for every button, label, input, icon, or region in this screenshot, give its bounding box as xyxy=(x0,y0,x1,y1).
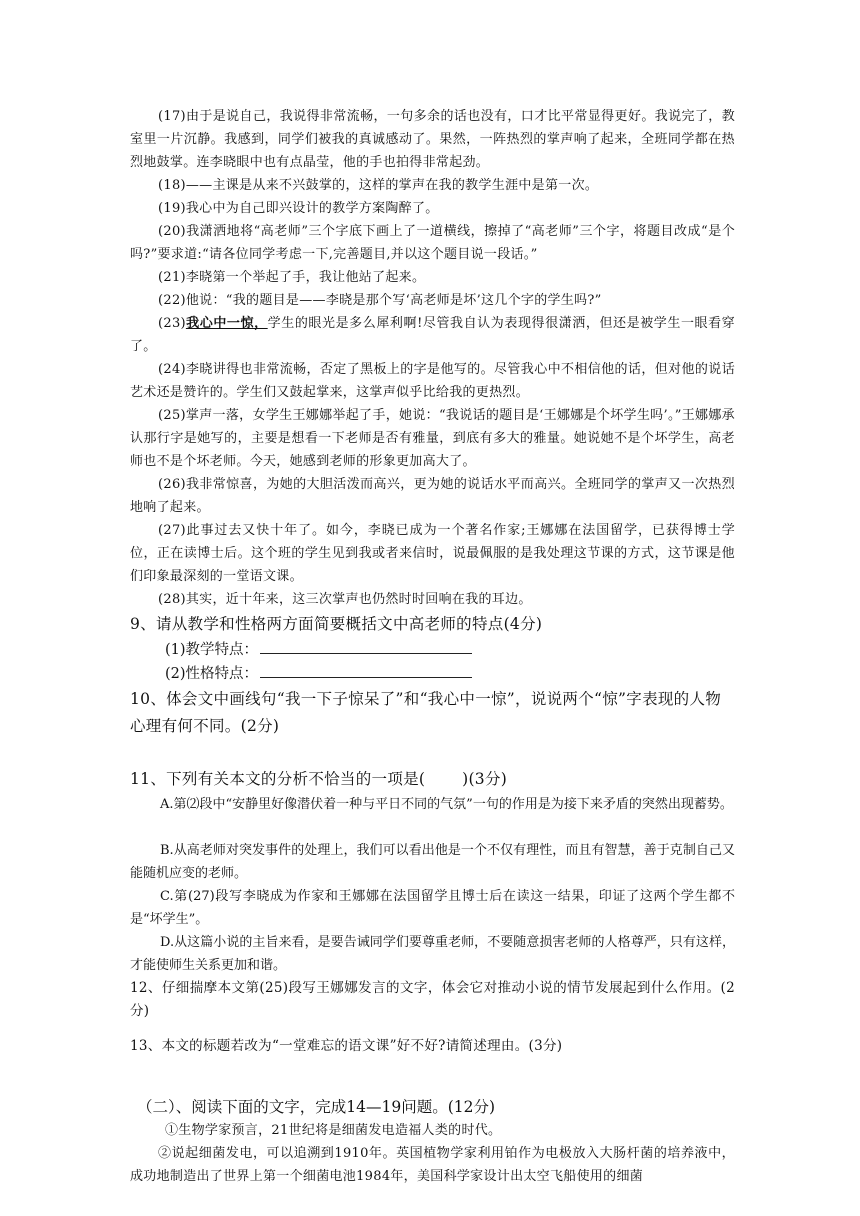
question-9-part-2 xyxy=(165,662,472,685)
question-10: 10、体会文中画线句“我一下子惊呆了”和“我心中一惊”，说说两个“惊”字表现的人物心理有何不同。(2分) xyxy=(130,690,722,735)
question-13: 13、本文的标题若改为“一堂难忘的语文课”好不好?请简述理由。(3分) xyxy=(130,1038,563,1054)
answer-blank-2[interactable] xyxy=(260,662,472,678)
underlined-sentence: 我心中一惊， xyxy=(185,316,268,331)
paragraph-17: (17)由于是说自己，我说得非常流畅，一句多余的话也没有，口才比平常显得更好。我说完了，教室里一片沉静。我感到，同学们被我的真诚感动了。果然，一阵热烈的掌声响了起来，全班同学都在热烈地鼓掌。连李晓眼中也有点晶莹，他的手也拍得非常起劲。 xyxy=(130,109,735,170)
paragraph-24: (24)李晓讲得也非常流畅，否定了黑板上的字是他写的。尽管我心中不相信他的话，但对他的说话艺术还是赞许的。学生们又鼓起掌来，这掌声似乎比给我的更热烈。 xyxy=(130,362,735,400)
question-9-part-1-label: (1)教学特点： xyxy=(165,642,259,658)
question-9-part-1 xyxy=(165,638,472,661)
question-11: 11、下列有关本文的分析不恰当的一项是( )(3分) xyxy=(130,770,508,788)
paragraph-23-number: (23) xyxy=(158,316,186,331)
paragraph-23 xyxy=(130,312,735,358)
answer-blank-1[interactable] xyxy=(260,638,472,654)
paragraph-28: (28)其实，近十年来，这三次掌声也仍然时时回响在我的耳边。 xyxy=(158,592,532,607)
question-9-part-2-label: (2)性格特点： xyxy=(165,666,259,682)
paragraph-21: (21)李晓第一个举起了手，我让他站了起来。 xyxy=(158,270,426,285)
question-11-option-d: D.从这篇小说的主旨来看，是要告诫同学们要尊重老师，不要随意损害老师的人格尊严，只有这样，才能使师生关系更加和谐。 xyxy=(130,935,735,973)
question-11-option-c: C.第(27)段写李晓成为作家和王娜娜在法国留学且博士后在读这一结果，印证了这两个学生都不是“坏学生”。 xyxy=(130,889,735,927)
paragraph-19: (19)我心中为自己即兴设计的教学方案陶醉了。 xyxy=(158,201,439,216)
paragraph-27: (27)此事过去又快十年了。如今，李晓已成为一个著名作家;王娜娜在法国留学，已获得博士学位，正在读博士后。这个班的学生见到我或者来信时，说最佩服的是我处理这节课的方式，这节课是他们印象最深刻的一堂语文课。 xyxy=(130,523,735,584)
section-2-heading: （二）、阅读下面的文字，完成14—19问题。(12分) xyxy=(137,1098,496,1116)
paragraph-20: (20)我潇洒地将“高老师”三个字底下画上了一道横线，擦掉了“高老师”三个字，将题目改成“是个吗?”要求道:“请各位同学考虑一下,完善题目,并以这个题目说一段话。” xyxy=(130,224,735,262)
section-2-paragraph-2: ②说起细菌发电，可以追溯到1910年。英国植物学家利用铂作为电极放入大肠杆菌的培养液中，成功地制造出了世界上第一个细菌电池1984年，美国科学家设计出太空飞船使用的细菌 xyxy=(130,1146,735,1184)
question-12: 12、仔细揣摩本文第(25)段写王娜娜发言的文字，体会它对推动小说的情节发展起到什么作用。(2分) xyxy=(130,980,735,1019)
paragraph-18: (18)——主课是从来不兴鼓掌的，这样的掌声在我的教学生涯中是第一次。 xyxy=(158,178,599,193)
paragraph-22: (22)他说：“我的题目是——李晓是那个写‘高老师是坏’这几个字的学生吗?” xyxy=(158,293,602,308)
section-2-paragraph-1: ①生物学家预言，21世纪将是细菌发电造福人类的时代。 xyxy=(165,1123,502,1138)
paragraph-25: (25)掌声一落，女学生王娜娜举起了手，她说：“我说话的题目是‘王娜娜是个坏学生吗’。”王娜娜承认那行字是她写的，主要是想看一下老师是否有雅量，到底有多大的雅量。她说她不是个坏学生，高老师也不是个坏老师。今天，她感到老师的形象更加高大了。 xyxy=(130,408,735,469)
question-11-option-a: A.第⑵段中“安静里好像潜伏着一种与平日不同的气氛”一句的作用是为接下来矛盾的突然出现蓄势。 xyxy=(160,797,733,812)
paragraph-26: (26)我非常惊喜，为她的大胆活泼而高兴，更为她的说话水平而高兴。全班同学的掌声又一次热烈地响了起来。 xyxy=(130,477,735,515)
question-11-option-b: B.从高老师对突发事件的处理上，我们可以看出他是一个不仅有理性，而且有智慧，善于克制自己又能随机应变的老师。 xyxy=(130,843,735,881)
question-9: 9、请从教学和性格两方面简要概括文中高老师的特点(4分) xyxy=(130,615,543,633)
paragraph-23-text: 学生的眼光是多么犀利啊!尽管我自认为表现得很潇洒，但还是被学生一眼看穿了。 xyxy=(130,316,735,354)
